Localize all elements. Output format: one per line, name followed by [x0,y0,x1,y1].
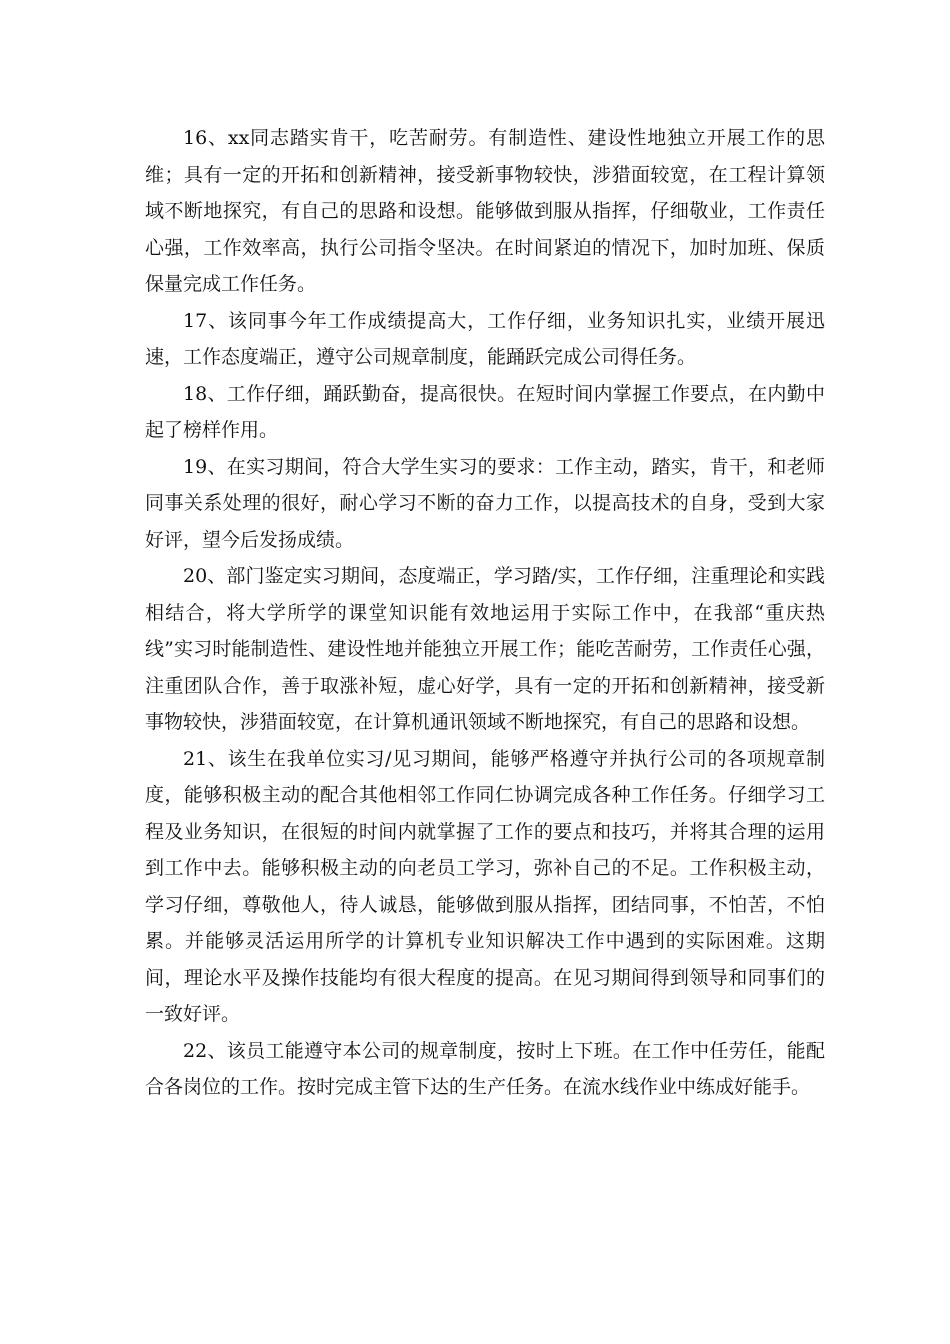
paragraph-18: 18、工作仔细，踊跃勤奋，提高很快。在短时间内掌握工作要点，在内勤中起了榜样作用。 [145,382,825,441]
document-body [145,120,825,1106]
paragraph-17: 17、该同事今年工作成绩提高大，工作仔细，业务知识扎实，业绩开展迅速，工作态度端正，遵守公司规章制度，能踊跃完成公司得任务。 [145,309,825,368]
paragraph-16: 16、xx同志踏实肯干，吃苦耐劳。有制造性、建设性地独立开展工作的思维；具有一定的开拓和创新精神，接受新事物较快，涉猎面较宽，在工程计算领域不断地探究，有自己的思路和设想。能够做到服从指挥，仔细敬业，工作责任心强，工作效率高，执行公司指令坚决。在时间紧迫的情况下，加时加班、保质保量完成工作任务。 [145,127,825,295]
paragraph-22: 22、该员工能遵守本公司的规章制度，按时上下班。在工作中任劳任，能配合各岗位的工作。按时完成主管下达的生产任务。在流水线作业中练成好能手。 [145,1039,825,1098]
paragraph-20: 20、部门鉴定实习期间，态度端正，学习踏/实，工作仔细，注重理论和实践相结合，将大学所学的课堂知识能有效地运用于实际工作中，在我部“重庆热线”实习时能制造性、建设性地并能独立开展工作；能吃苦耐劳，工作责任心强，注重团队合作，善于取涨补短，虚心好学，具有一定的开拓和创新精神，接受新事物较快，涉猎面较宽，在计算机通讯领域不断地探究，有自己的思路和设想。 [145,565,825,733]
paragraph-21: 21、该生在我单位实习/见习期间，能够严格遵守并执行公司的各项规章制度，能够积极主动的配合其他相邻工作同仁协调完成各种工作任务。仔细学习工程及业务知识，在很短的时间内就掌握了工作的要点和技巧，并将其合理的运用到工作中去。能够积极主动的向老员工学习，弥补自己的不足。工作积极主动，学习仔细，尊敬他人，待人诚恳，能够做到服从指挥，团结同事，不怕苦，不怕累。并能够灵活运用所学的计算机专业知识解决工作中遇到的实际困难。这期间，理论水平及操作技能均有很大程度的提高。在见习期间得到领导和同事们的一致好评。 [145,747,825,1025]
paragraph-19: 19、在实习期间，符合大学生实习的要求：工作主动，踏实，肯干，和老师同事关系处理的很好，耐心学习不断的奋力工作，以提高技术的自身，受到大家好评，望今后发扬成绩。 [145,455,825,551]
